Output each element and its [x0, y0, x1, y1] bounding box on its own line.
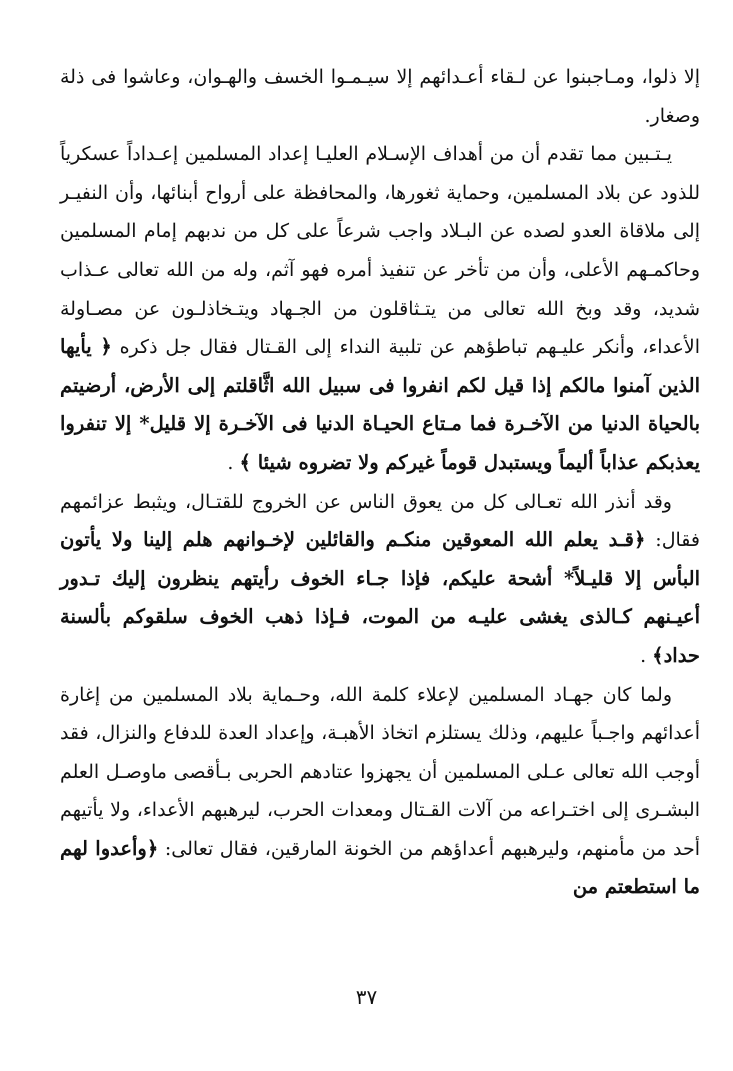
paragraph-4 [60, 676, 700, 908]
paragraph-3-end: . [640, 644, 647, 667]
page-number: ٣٧ [355, 985, 378, 1009]
quran-quote-1: ﴿ يأيها الذين آمنوا مالكم إذا قيل لكم انفروا فى سبيل الله اثَّاقلتم إلى الأرض، أرضيتم بالحياة الدنيا من الآخـرة فما مـتاع الحيـاة الدنيا فى الآخـرة إلا قليل* إلا تنفروا يعذبكم عذاباً أليماً ويستبدل قوماً غيركم ولا تضروه شيئا ﴾ [60, 335, 700, 474]
paragraph-3 [60, 483, 700, 676]
paragraph-3-text: وقد أنذر الله تعـالى كل من يعوق الناس عن الخروج للقتـال، ويثبط عزائمهم فقال: [60, 490, 700, 552]
paragraph-2 [60, 135, 700, 482]
paragraph-2-end: . [227, 451, 234, 474]
paragraph-4-text: ولما كان جهـاد المسلمين لإعلاء كلمة الله، وحـماية بلاد المسلمين من إغارة أعدائهم واجـباً عليهم، وذلك يستلزم اتخاذ الأهبـة، وإعداد العدة للدفاع والنزال، فقد أوجب الله تعالى عـلى المسلمين أن يجهزوا عتادهم الحربى بـأقصى ماوصـل العلم البشـرى إلى اختـراعه من آلات القـتال ومعدات الحرب، ليرهبهم الأعداء، ولا يأتيهم أحد من مأمنهم، وليرهبهم أعداؤهم من الخونة المارقين، فقال تعالى: [60, 683, 700, 860]
paragraph-1-text: إلا ذلوا، ومـاجبنوا عن لـقاء أعـدائهم إلا سيـمـوا الخسف والهـوان، وعاشوا فى ذلة وصغار. [60, 66, 700, 127]
paragraph-1 [60, 58, 700, 135]
paragraph-2-text: يـتـبين مما تقدم أن من أهداف الإسـلام العليـا إعداد المسلمين إعـداداً عسكرياً للذود عن بلاد المسلمين، وحماية ثغورها، والمحافظة على أرواح أبنائها، وأن النفيـر إلى ملاقاة العدو لصده عن البـلاد واجب شرعاً على كل من ندبهم إمام المسلمين وحاكمـهم الأعلى، وأن من تأخر عن تنفيذ أمره فهو آثم، وله من الله تعالى عـذاب شديد، وقد وبخ الله تعالى من يتـثاقلون من الجـهاد ويتـخاذلـون عن مصـاولة الأعداء، وأنكر عليـهم تباطؤهم عن تلبية النداء إلى القـتال فقال جل ذكره [60, 143, 700, 359]
quran-quote-2: ﴿قـد يعلم الله المعوقين منكـم والقائلين لإخـوانهم هلم إلينا ولا يأتون البأس إلا قليـلاً* أشحة عليكم، فإذا جـاء الخوف رأيتهم ينظرون إليك تـدور أعيـنهم كـالذى يغشى عليـه من الموت، فـإذا ذهب الخوف سلقوكم بألسنة حداد﴾ [60, 528, 700, 667]
page-body [60, 58, 700, 907]
quran-quote-3: ﴿وأعدوا لهم ما استطعتم من [60, 836, 700, 899]
